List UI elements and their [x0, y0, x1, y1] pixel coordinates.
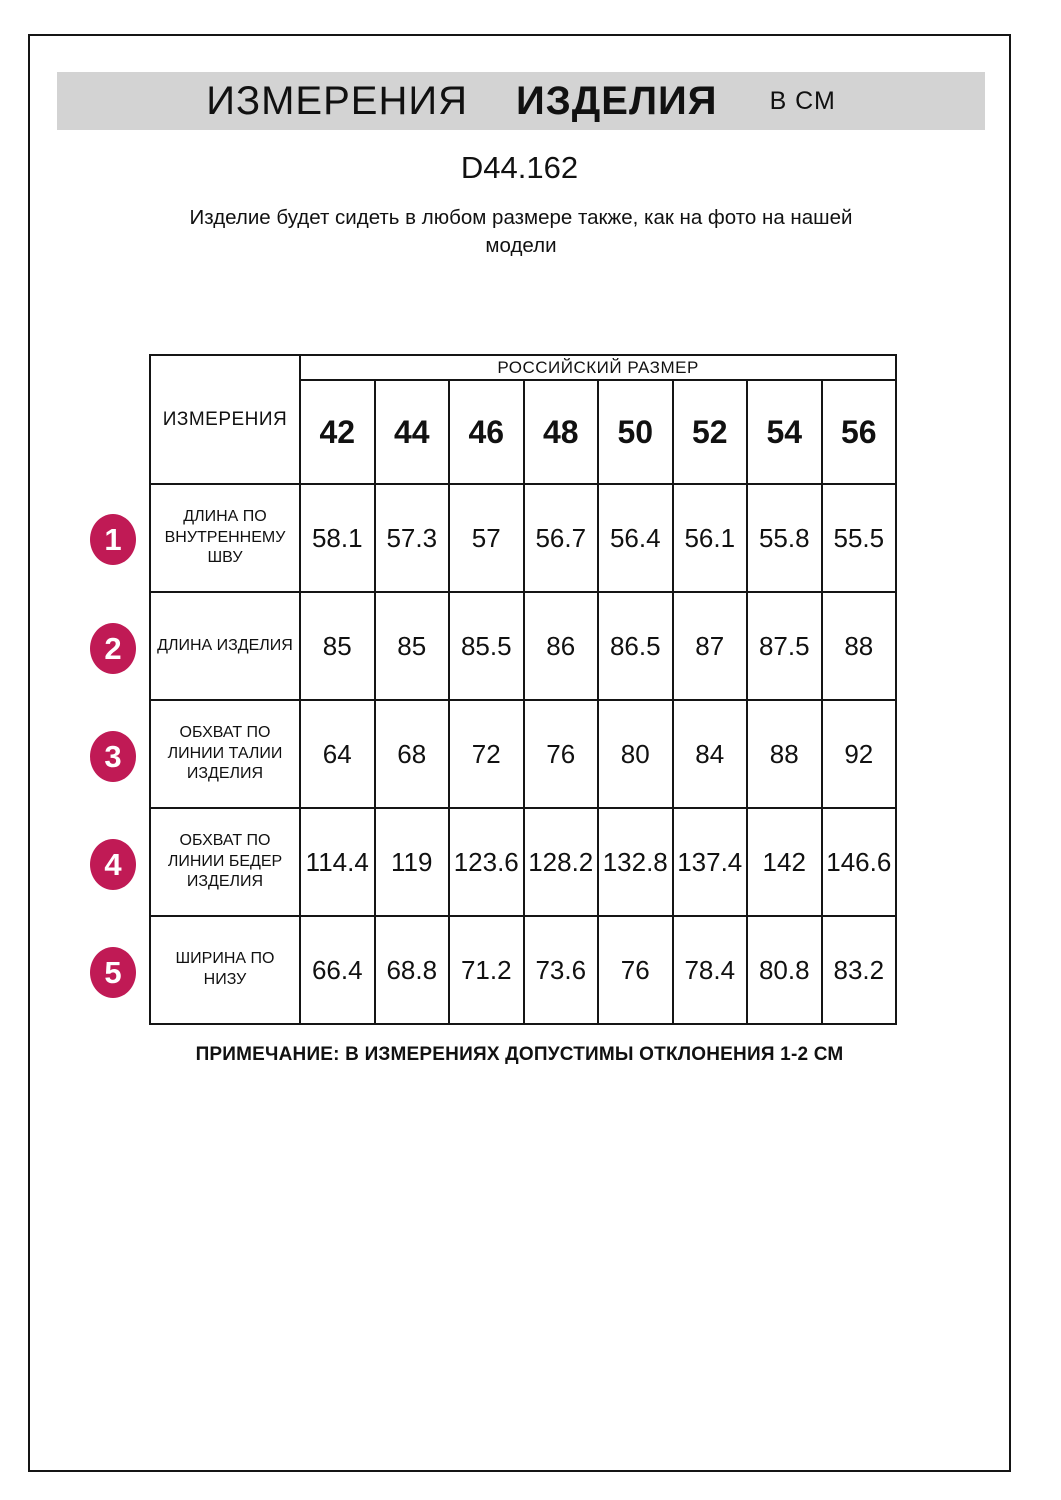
cell-value: 114.4 — [300, 808, 375, 916]
size-column-header: 48 — [524, 380, 599, 484]
table-row — [150, 808, 896, 916]
cell-value: 142 — [747, 808, 822, 916]
cell-value: 56.4 — [598, 484, 673, 592]
cell-value: 88 — [822, 592, 897, 700]
row-label: ОБХВАТ ПО ЛИНИИ БЕДЕР ИЗДЕЛИЯ — [150, 808, 300, 916]
row-label: ДЛИНА ПО ВНУТРЕННЕМУ ШВУ — [150, 484, 300, 592]
size-column-header: 56 — [822, 380, 897, 484]
cell-value: 56.7 — [524, 484, 599, 592]
cell-value: 86 — [524, 592, 599, 700]
row-number-badge — [90, 839, 136, 890]
cell-value: 85 — [375, 592, 450, 700]
size-column-header: 46 — [449, 380, 524, 484]
title-word-measurements: ИЗМЕРЕНИЯ — [206, 78, 468, 123]
cell-value: 78.4 — [673, 916, 748, 1024]
cell-value: 68.8 — [375, 916, 450, 1024]
row-label: ДЛИНА ИЗДЕЛИЯ — [150, 592, 300, 700]
subtitle-text: Изделие будет сидеть в любом размере также, как на фото на нашей модели — [189, 206, 853, 257]
size-column-header: 54 — [747, 380, 822, 484]
table-row — [150, 484, 896, 592]
cell-value: 119 — [375, 808, 450, 916]
product-code: D44.162 — [460, 150, 579, 185]
cell-value: 76 — [524, 700, 599, 808]
cell-value: 57.3 — [375, 484, 450, 592]
group-header-row — [150, 355, 896, 380]
row-number-badge — [90, 947, 136, 998]
cell-value: 85 — [300, 592, 375, 700]
table-row — [150, 700, 896, 808]
title-band — [57, 72, 985, 130]
cell-value: 72 — [449, 700, 524, 808]
cell-value: 137.4 — [673, 808, 748, 916]
cell-value: 58.1 — [300, 484, 375, 592]
cell-value: 146.6 — [822, 808, 897, 916]
cell-value: 87.5 — [747, 592, 822, 700]
badge-number: 4 — [104, 846, 122, 882]
row-label: ОБХВАТ ПО ЛИНИИ ТАЛИИ ИЗДЕЛИЯ — [150, 700, 300, 808]
page-frame — [28, 34, 1011, 1472]
row-number-badge — [90, 514, 136, 565]
size-column-header: 44 — [375, 380, 450, 484]
cell-value: 73.6 — [524, 916, 599, 1024]
cell-value: 86.5 — [598, 592, 673, 700]
badge-number: 1 — [104, 521, 122, 557]
size-table — [149, 354, 897, 1025]
cell-value: 92 — [822, 700, 897, 808]
size-column-header: 52 — [673, 380, 748, 484]
cell-value: 123.6 — [449, 808, 524, 916]
cell-value: 66.4 — [300, 916, 375, 1024]
row-number-badge — [90, 731, 136, 782]
badge-number: 3 — [104, 738, 122, 774]
cell-value: 85.5 — [449, 592, 524, 700]
title-unit: В СМ — [769, 86, 836, 115]
cell-value: 83.2 — [822, 916, 897, 1024]
cell-value: 80.8 — [747, 916, 822, 1024]
russian-size-header-cell: РОССИЙСКИЙ РАЗМЕР — [300, 355, 896, 380]
cell-value: 76 — [598, 916, 673, 1024]
cell-value: 56.1 — [673, 484, 748, 592]
cell-value: 55.8 — [747, 484, 822, 592]
badge-number: 2 — [104, 630, 122, 666]
title-word-product: ИЗДЕЛИЯ — [516, 78, 718, 123]
cell-value: 84 — [673, 700, 748, 808]
size-column-header: 42 — [300, 380, 375, 484]
badge-number: 5 — [104, 954, 122, 990]
cell-value: 55.5 — [822, 484, 897, 592]
cell-value: 88 — [747, 700, 822, 808]
note-text: ПРИМЕЧАНИЕ: В ИЗМЕРЕНИЯХ ДОПУСТИМЫ ОТКЛОНЕНИЯ 1-2 СМ — [195, 1044, 844, 1065]
cell-value: 71.2 — [449, 916, 524, 1024]
cell-value: 128.2 — [524, 808, 599, 916]
cell-value: 80 — [598, 700, 673, 808]
table-row — [150, 916, 896, 1024]
cell-value: 68 — [375, 700, 450, 808]
cell-value: 64 — [300, 700, 375, 808]
cell-value: 57 — [449, 484, 524, 592]
size-column-header: 50 — [598, 380, 673, 484]
cell-value: 87 — [673, 592, 748, 700]
cell-value: 132.8 — [598, 808, 673, 916]
row-number-badge — [90, 623, 136, 674]
row-label: ШИРИНА ПО НИЗУ — [150, 916, 300, 1024]
table-row — [150, 592, 896, 700]
measurements-header-cell: ИЗМЕРЕНИЯ — [150, 355, 300, 484]
